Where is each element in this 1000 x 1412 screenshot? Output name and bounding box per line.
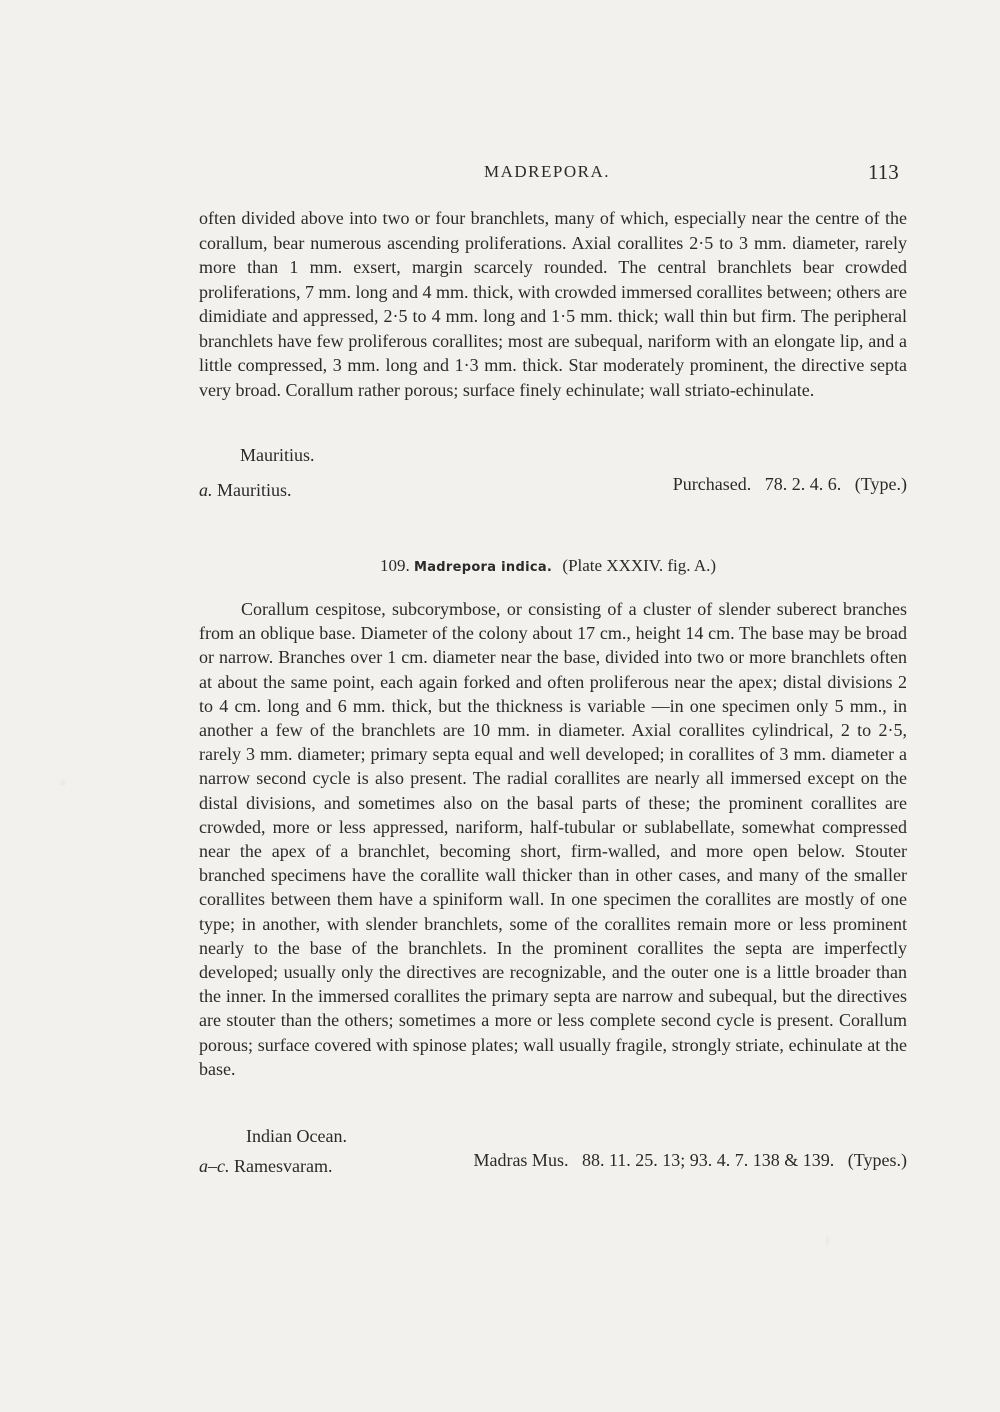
specimen-place: Mauritius. xyxy=(217,480,292,500)
running-head xyxy=(0,160,1000,190)
species-description: Corallum cespitose, subcorymbose, or consisting of a cluster of slender suberect branches from an oblique base. Diameter of the colony about 17 cm., height 14 cm. The base may be broad or narrow. Branches over 1 cm. diameter near the base, divided into two or more branchlets often at about the same point, each again forked and often proliferous near the apex; distal divisions 2 to 4 cm. long and 6 mm. thick, but the thickness is variable —in one specimen only 5 mm., in another a few of the branchlets are 10 mm. in diameter. Axial corallites cylindrical, 2 to 2·5, rarely 3 mm. diameter; primary septa equal and well developed; in corallites of 3 mm. diameter a narrow second cycle is also present. The radial corallites are nearly all immersed except on the distal divisions, and sometimes also on the basal parts of these; the prominent corallites are crowded, more or less appressed, nariform, half-tubular or sublabellate, somewhat compressed near the apex of a branchlet, becoming short, firm-walled, and more open below. Stouter branched specimens have the corallite wall thicker than in other cases, and many of the smaller corallites between them have a spiniform wall. In one specimen the corallites are mostly of one type; in another, with slender branchlets, some of the corallites remain more or less prominent nearly to the base of the branchlets. In the prominent corallites the septa are imperfectly developed; usually only the directives are recognizable, and the outer one is a little broader than the inner. In the immersed corallites the primary septa are narrow and subequal, but the directives are stouter than the others; sometimes a more or less complete second cycle is present. Corallum porous; surface covered with spinose plates; wall usually fragile, strongly striate, echinulate at the base. xyxy=(199,599,907,1079)
plate-reference: (Plate XXXIV. fig. A.) xyxy=(562,556,717,575)
specimen-letter: a–c. xyxy=(199,1156,230,1176)
locality-mauritius: Mauritius. xyxy=(240,445,315,465)
specimen-label xyxy=(199,480,292,501)
species-number: 109. xyxy=(379,556,410,575)
specimen-row-mauritius xyxy=(199,474,907,500)
specimen-label xyxy=(199,1156,332,1177)
specimen-source: Madras Mus. 88. 11. 25. 13; 93. 4. 7. 138 & 139. (Types.) xyxy=(473,1150,907,1170)
specimen-source: Purchased. 78. 2. 4. 6. (Type.) xyxy=(672,474,907,494)
specimen-row-ramesvaram xyxy=(199,1150,907,1176)
locality-indian-ocean: Indian Ocean. xyxy=(246,1126,347,1146)
species-name: Madrepora indica. xyxy=(413,560,553,575)
paper-speck xyxy=(826,1236,829,1246)
specimen-place: Ramesvaram. xyxy=(234,1156,333,1176)
continued-description: often divided above into two or four branchlets, many of which, especially near the centre of the corallum, bear numerous ascending proliferations. Axial corallites 2·5 to 3 mm. diameter, rarely more than 1 mm. exsert, margin scarcely rounded. The central branchlets bear crowded proliferations, 7 mm. long and 4 mm. thick, with crowded immersed corallites between; others are dimidiate and appressed, 2·5 to 4 mm. long and 1·5 mm. thick; wall thin but firm. The peripheral branchlets have few proliferous corallites; most are subequal, nariform with an elongate lip, and a little compressed, 3 mm. long and 1·3 mm. thick. Star moderately prominent, the directive septa very broad. Corallum rather porous; surface finely echinulate; wall striato-echinulate. xyxy=(199,208,907,400)
page-number: 113 xyxy=(868,160,899,184)
species-heading xyxy=(0,556,1000,576)
specimen-letter: a. xyxy=(199,480,213,500)
running-title: MADREPORA. xyxy=(484,162,610,181)
paper-speck xyxy=(60,780,66,786)
